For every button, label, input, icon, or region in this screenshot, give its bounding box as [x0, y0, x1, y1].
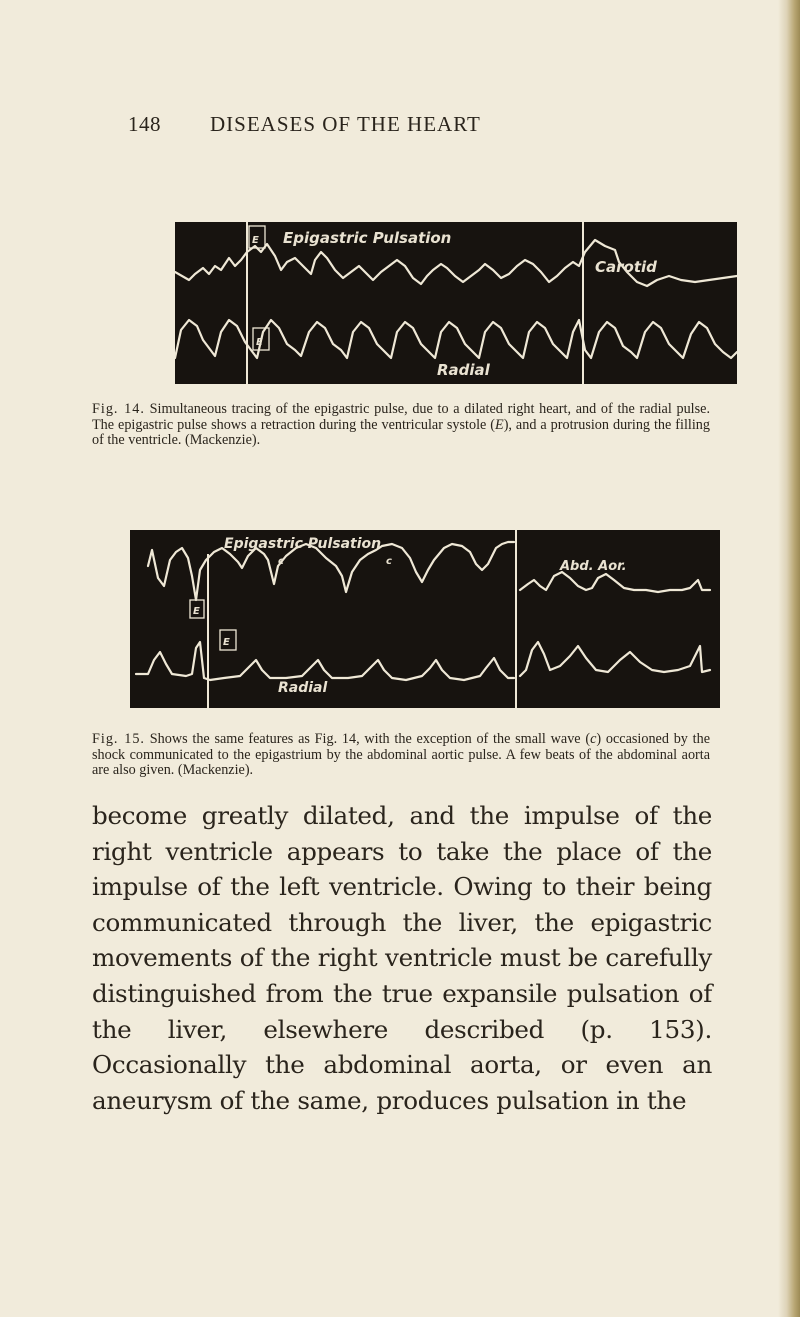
- page-number: 148: [128, 112, 161, 136]
- figure-15-wave-c1: c: [278, 556, 284, 567]
- page-header: [128, 112, 608, 140]
- figure-15-tracing: [130, 530, 720, 708]
- figure-14-caption-text-2: ), and a protrusion during the filling of the ventricle. (Mackenzie).: [92, 416, 710, 448]
- figure-15-caption-text-1: Shows the same features as Fig. 14, with the exception of the small wave (: [149, 731, 591, 747]
- figure-15-caption: [92, 732, 710, 779]
- figure-14-background: [175, 222, 737, 384]
- figure-15-caption-italic: c: [590, 731, 597, 747]
- figure-15-wave-c2: c: [386, 556, 392, 567]
- figure-15-top-title: Epigastric Pulsation: [224, 536, 382, 552]
- figure-15-background: [130, 530, 720, 708]
- body-text: [92, 798, 712, 1118]
- running-head: DISEASES OF THE HEART: [210, 112, 481, 136]
- figure-14-top-marker: E: [252, 235, 259, 246]
- figure-15-svg: [130, 530, 720, 708]
- figure-14-top-title: Epigastric Pulsation: [283, 229, 452, 247]
- body-paragraph: become greatly dilated, and the impulse of the right ventricle appears to take the place of the impulse of the left ventricle. Owing to their being communicated through the liver, the epigastric movements of the right ventricle must be carefully distinguished from the true expansile pulsation of the liver, elsewhere described (p. 153). Occasionally the abdominal aorta, or even an aneurysm of the same, produces pulsation in the: [92, 801, 712, 1115]
- figure-14-carotid-label: Carotid: [595, 258, 657, 276]
- figure-14-tracing: [175, 222, 737, 384]
- figure-15-caption-label: Fig. 15.: [92, 731, 145, 747]
- figure-14-caption-italic: E: [495, 416, 504, 433]
- figure-15-bottom-marker: E: [223, 637, 230, 648]
- figure-14-caption-text-1: Simultaneous tracing of the epigastric pulse, due to a dilated right heart, and of the radial pulse. The epigastric pulse shows a retraction during the ventricular systole (: [92, 401, 710, 433]
- figure-14-svg: [175, 222, 737, 384]
- figure-15-caption-text-2: ) occasioned by the shock communicated to the epigastrium by the abdominal aortic pulse. A few beats of the abdominal aorta are also given. (Mackenzie).: [92, 731, 710, 778]
- figure-15-top-marker: E: [193, 606, 200, 617]
- figure-15-abd-aor-label: Abd. Aor.: [560, 559, 627, 574]
- figure-14-radial-label: Radial: [437, 361, 490, 379]
- figure-14-caption-label: Fig. 14.: [92, 401, 145, 417]
- page-edge-shadow: [778, 0, 800, 1317]
- figure-14-bottom-marker: E: [256, 337, 263, 348]
- figure-14-caption: [92, 402, 710, 449]
- figure-15-radial-label: Radial: [278, 680, 328, 696]
